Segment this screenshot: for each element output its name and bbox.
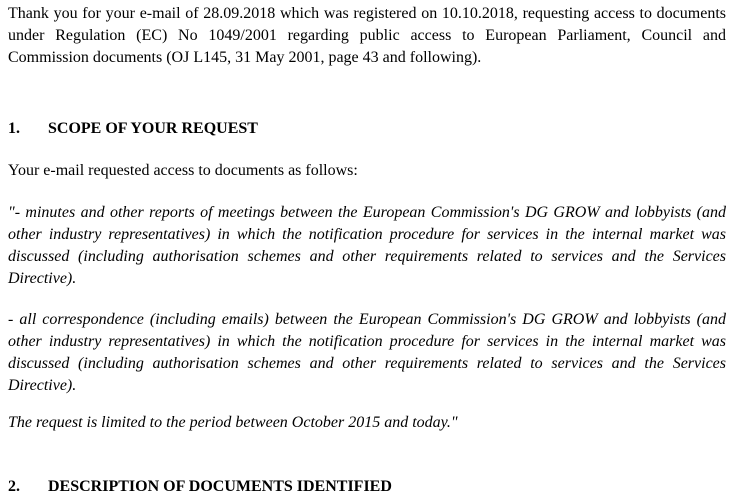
quoted-request-item-correspondence: - all correspondence (including emails) between the European Commission's DG GROW and lobbyists (and other industry representatives) in which the notification procedure for services in the internal market was discussed (including authorisation schemes and other requirements related to services and the Services Directive). bbox=[8, 311, 726, 394]
section-heading-documents bbox=[8, 476, 726, 498]
section-title: SCOPE OF YOUR REQUEST bbox=[48, 120, 258, 137]
quoted-request-period: The request is limited to the period between October 2015 and today." bbox=[8, 414, 458, 431]
section-title: DESCRIPTION OF DOCUMENTS IDENTIFIED bbox=[48, 478, 392, 495]
quoted-request-item-minutes: "- minutes and other reports of meetings between the European Commission's DG GROW and lobbyists (and other industry representatives) in which the notification procedure for services in the internal market was discussed (including authorisation schemes and other requirements related to services and the Services Directive). bbox=[8, 204, 726, 287]
section-number: 2. bbox=[8, 478, 20, 495]
section-number: 1. bbox=[8, 120, 20, 137]
request-lead-sentence: Your e-mail requested access to documents as follows: bbox=[8, 162, 358, 179]
intro-paragraph: Thank you for your e-mail of 28.09.2018 which was registered on 10.10.2018, requesting access to documents under Regulation (EC) No 1049/2001 regarding public access to European Parliament, Council and Commission documents (OJ L145, 31 May 2001, page 43 and following). bbox=[8, 5, 726, 66]
section-heading-scope bbox=[8, 118, 726, 140]
